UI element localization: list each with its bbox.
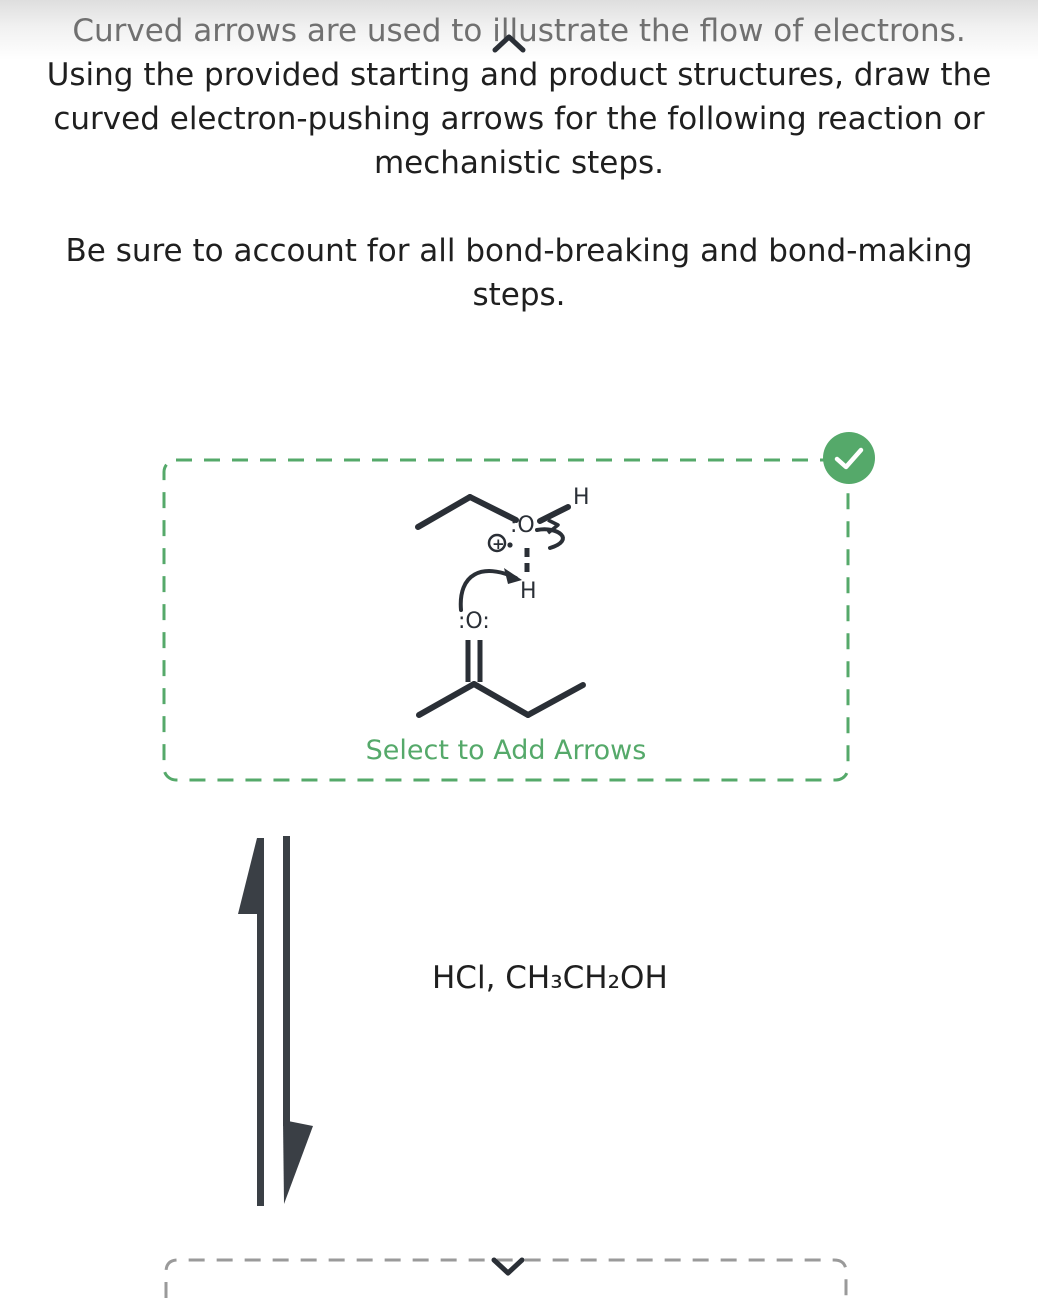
atom-o-oxonium: :O bbox=[510, 513, 535, 538]
select-to-add-arrows-button[interactable]: Select to Add Arrows bbox=[365, 735, 647, 766]
equilibrium-arrow-up bbox=[238, 838, 264, 1206]
instruction-line-4: mechanistic steps. bbox=[373, 145, 665, 181]
bond-ketone-1 bbox=[419, 684, 474, 715]
instruction-line-5: Be sure to account for all bond-breaking and bond-making bbox=[65, 233, 973, 269]
equilibrium-arrow-down-head bbox=[283, 1120, 313, 1204]
chevron-up-icon[interactable] bbox=[489, 30, 529, 56]
equilibrium-arrows bbox=[230, 830, 320, 1210]
instruction-line-3: curved electron-pushing arrows for the following reaction or bbox=[53, 101, 985, 137]
bond-ketone-3 bbox=[528, 685, 583, 715]
formal-charge-plus: + bbox=[492, 535, 505, 553]
atom-h-bottom: H bbox=[520, 579, 537, 604]
mechanism-structures[interactable] bbox=[400, 470, 610, 730]
check-circle-icon bbox=[823, 432, 875, 484]
oxonium-lone-pair-dot bbox=[507, 542, 512, 547]
equilibrium-arrow-down-shaft bbox=[283, 836, 290, 1126]
atom-o-carbonyl: :O: bbox=[458, 609, 490, 634]
chevron-down-icon[interactable] bbox=[488, 1254, 528, 1280]
atom-h-top: H bbox=[573, 485, 590, 510]
instruction-line-1: Curved arrows are used to illustrate the flow of electrons. bbox=[72, 13, 966, 49]
instruction-line-2: Using the provided starting and product structures, draw the bbox=[46, 57, 992, 93]
reagents-label: HCl, CH₃CH₂OH bbox=[432, 960, 668, 996]
instruction-line-6: steps. bbox=[472, 277, 566, 313]
bond-oh-top bbox=[540, 507, 568, 521]
bond-ketone-2 bbox=[474, 684, 528, 715]
bond-ethyl-1 bbox=[418, 497, 470, 527]
